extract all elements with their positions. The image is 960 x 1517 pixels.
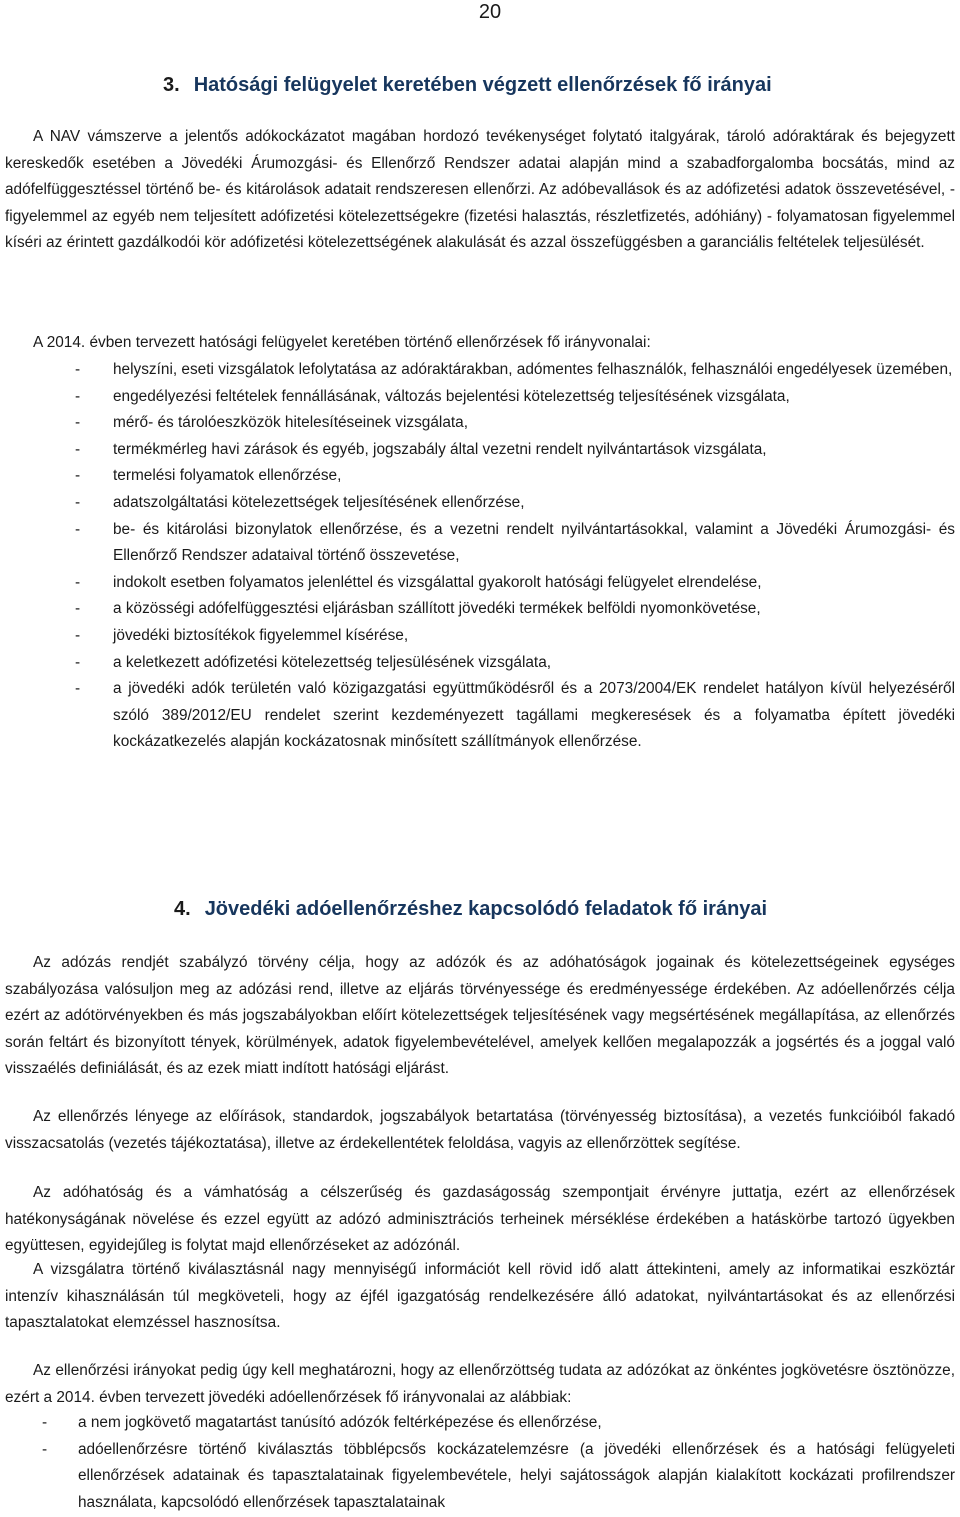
list-item [75, 463, 955, 490]
list-dash: - [75, 440, 81, 458]
list-item-text: a keletkezett adófizetési kötelezettség teljesülésének vizsgálata, [113, 653, 552, 671]
list-item [75, 384, 955, 411]
section-4-paragraph-2 [5, 1104, 955, 1157]
section-3-lead-text: A 2014. évben tervezett hatósági felügyelet keretében történő ellenőrzések fő irányvonalai: [33, 334, 651, 351]
list-item-text: engedélyezési feltételek fennállásának, változás bejelentési kötelezettség teljesítésének vizsgálata, [113, 387, 790, 405]
section-3-list [75, 357, 955, 756]
list-item [75, 650, 955, 677]
list-item [75, 490, 955, 517]
list-item-text: be- és kitárolási bizonylatok ellenőrzése, és a vezetni rendelt nyilvántartásokkal, valamint a Jövedéki Árumozgási- és Ellenőrző Rendszer adataival történő összevetése, [113, 520, 955, 565]
list-dash: - [75, 414, 81, 432]
section-4-number: 4. [174, 898, 191, 920]
section-3-lead-paragraph [5, 330, 955, 357]
section-4-paragraph-5 [5, 1358, 955, 1411]
list-item-text: helyszíni, eseti vizsgálatok lefolytatása az adóraktárakban, adómentes felhasználók, felhasználói engedélyesek üzemében, [113, 361, 953, 378]
section-4-title: Jövedéki adóellenőrzéshez kapcsolódó feladatok fő irányai [204, 898, 768, 920]
paragraph-text: Az adózás rendjét szabályzó törvény célja, hogy az adózók és az adóhatóságok jogainak és kötelezettségeinek egységes szabályozása valósuljon meg az adózási rend, illetve az eljárás törvényessége és eredményessége érdekében. Az adóellenőrzés célja ezért az adótörvényekben és más jogszabályokban előírt kötelezettségek teljesítésének vagy megsértésének megállapítása, az ellenőrzés során feltárt és bizonyított tények, körülmények, adatok figyelembevételével, amelyek kellően megalapozzák a jogsértés és a joggal való visszaélés definiálását, és az ezek miatt indított hatósági eljárást. [5, 954, 955, 1078]
list-dash: - [75, 680, 81, 698]
section-4-paragraph-4 [5, 1257, 955, 1337]
list-dash: - [75, 520, 81, 538]
section-3-intro-text: A NAV vámszerve a jelentős adókockázatot magában hordozó tevékenységet folytató italgyárak, tároló adóraktárak és bejegyzett kereskedők esetében a Jövedéki Árumozgási- és Ellenőrző Rendszer adatai alapján mind a szabadforgalomba bocsátás, mind az adófelfüggesztéssel történő be- és kitárolások adatait rendszeresen ellenőrzi. Az adóbevallások és az adófizetési adatok összevetésével, - figyelemmel az egyéb nem teljesített adófizetési kötelezettségekre (fizetési halasztás, részletfizetés, adóhiány) - folyamatosan figyelemmel kíséri az érintett gazdálkodói kör adófizetési kötelezettségének alakulását és azzal összefüggésben a garanciális feltételek teljesülését. [5, 128, 955, 252]
list-item-text: jövedéki biztosítékok figyelemmel kísérése, [113, 626, 409, 644]
list-item [75, 410, 955, 437]
list-item [42, 1437, 955, 1517]
list-item-text: a jövedéki adók területén való közigazgatási együttműködésről és a 2073/2004/EK rendelet hatályon kívül helyezéséről szóló 389/2012/EU rendelet szerint kezdeményezett tagállami megkeresések és a folyamatba épített jövedéki kockázatkezelés alapján kockázatosnak minősített szállítmányok ellenőrzése. [113, 680, 955, 751]
list-item [75, 357, 955, 384]
section-3-title: Hatósági felügyelet keretében végzett ellenőrzések fő irányai [193, 74, 772, 96]
list-item [75, 676, 955, 756]
list-item [75, 437, 955, 464]
paragraph-text: A vizsgálatra történő kiválasztásnál nagy mennyiségű információt kell rövid idő alatt áttekinteni, amely az informatikai eszköztár intenzív kihasználásán túl megköveteli, hogy az éjfél igazgatóság rendelkezésére álló adatokat, nyilvántartásokat és az ellenőrzési tapasztalatokat elemzéssel hasznosítsa. [5, 1261, 955, 1332]
list-dash: - [75, 573, 81, 591]
list-item-text: adóellenőrzésre történő kiválasztás többlépcsős kockázatelemzésre (a jövedéki ellenőrzések és a hatósági felügyeleti ellenőrzések adatainak és tapasztalatainak figyelembevétele, helyi sajátosságok alapján kialakított kockázati profilrendszer használata, kapcsolódó ellenőrzések tapasztalatainak [78, 1440, 955, 1511]
list-item-text: mérő- és tárolóeszközök hitelesítéseinek vizsgálata, [113, 414, 469, 432]
list-item-text: indokolt esetben folyamatos jelenléttel és vizsgálattal gyakorolt hatósági felügyelet elrendelése, [113, 573, 762, 591]
section-4-list [42, 1410, 955, 1516]
list-dash: - [42, 1414, 48, 1431]
paragraph-text: Az ellenőrzési irányokat pedig úgy kell meghatározni, hogy az ellenőrzöttség tudata az adózókat az önkéntes jogkövetésre ösztönözze, ezért a 2014. évben tervezett jövedéki adóellenőrzések fő irányvonalai az alábbiak: [5, 1362, 955, 1406]
section-4-paragraph-3 [5, 1180, 955, 1260]
list-dash: - [75, 653, 81, 671]
list-item [75, 570, 955, 597]
list-item [42, 1410, 955, 1437]
list-dash: - [75, 467, 81, 485]
list-dash: - [75, 493, 81, 511]
paragraph-text: Az ellenőrzés lényege az előírások, standardok, jogszabályok betartatása (törvényesség biztosítása), a vezetés funkcióiból fakadó visszacsatolás (vezetés tájékoztatása), illetve az érdekellentétek feloldása, vagyis az ellenőrzöttek segítése. [5, 1108, 955, 1152]
paragraph-text: Az adóhatóság és a vámhatóság a célszerűség és gazdaságosság szempontjait érvényre juttatja, ezért az ellenőrzések hatékonyságának növelése és ezzel együtt az adózó adminisztrációs terheinek mérséklése érdekében a hatáskörbe tartozó ügyekben együttesen, egyidejűleg is folytat majd ellenőrzéseket az adózónál. [5, 1184, 955, 1255]
section-4-paragraph-1 [5, 950, 955, 1083]
list-item [75, 517, 955, 570]
page-number: 20 [478, 1, 502, 23]
list-dash: - [75, 600, 81, 618]
list-item-text: termékmérleg havi zárások és egyéb, jogszabály által vezetni rendelt nyilvántartások vizsgálata, [113, 440, 767, 458]
list-item-text: adatszolgáltatási kötelezettségek teljesítésének ellenőrzése, [113, 493, 525, 511]
list-dash: - [75, 387, 81, 405]
list-dash: - [75, 626, 81, 644]
list-item-text: a nem jogkövető magatartást tanúsító adózók feltérképezése és ellenőrzése, [78, 1414, 602, 1431]
list-dash: - [75, 361, 81, 378]
list-item-text: termelési folyamatok ellenőrzése, [113, 467, 342, 485]
list-item-text: a közösségi adófelfüggesztési eljárásban szállított jövedéki termékek belföldi nyomonkövetése, [113, 600, 761, 618]
section-3-number: 3. [163, 74, 180, 96]
list-item [75, 623, 955, 650]
section-3-intro-paragraph [5, 124, 955, 257]
section-4-heading [174, 896, 767, 922]
section-3-heading [163, 72, 772, 98]
list-item [75, 596, 955, 623]
list-dash: - [42, 1440, 48, 1458]
